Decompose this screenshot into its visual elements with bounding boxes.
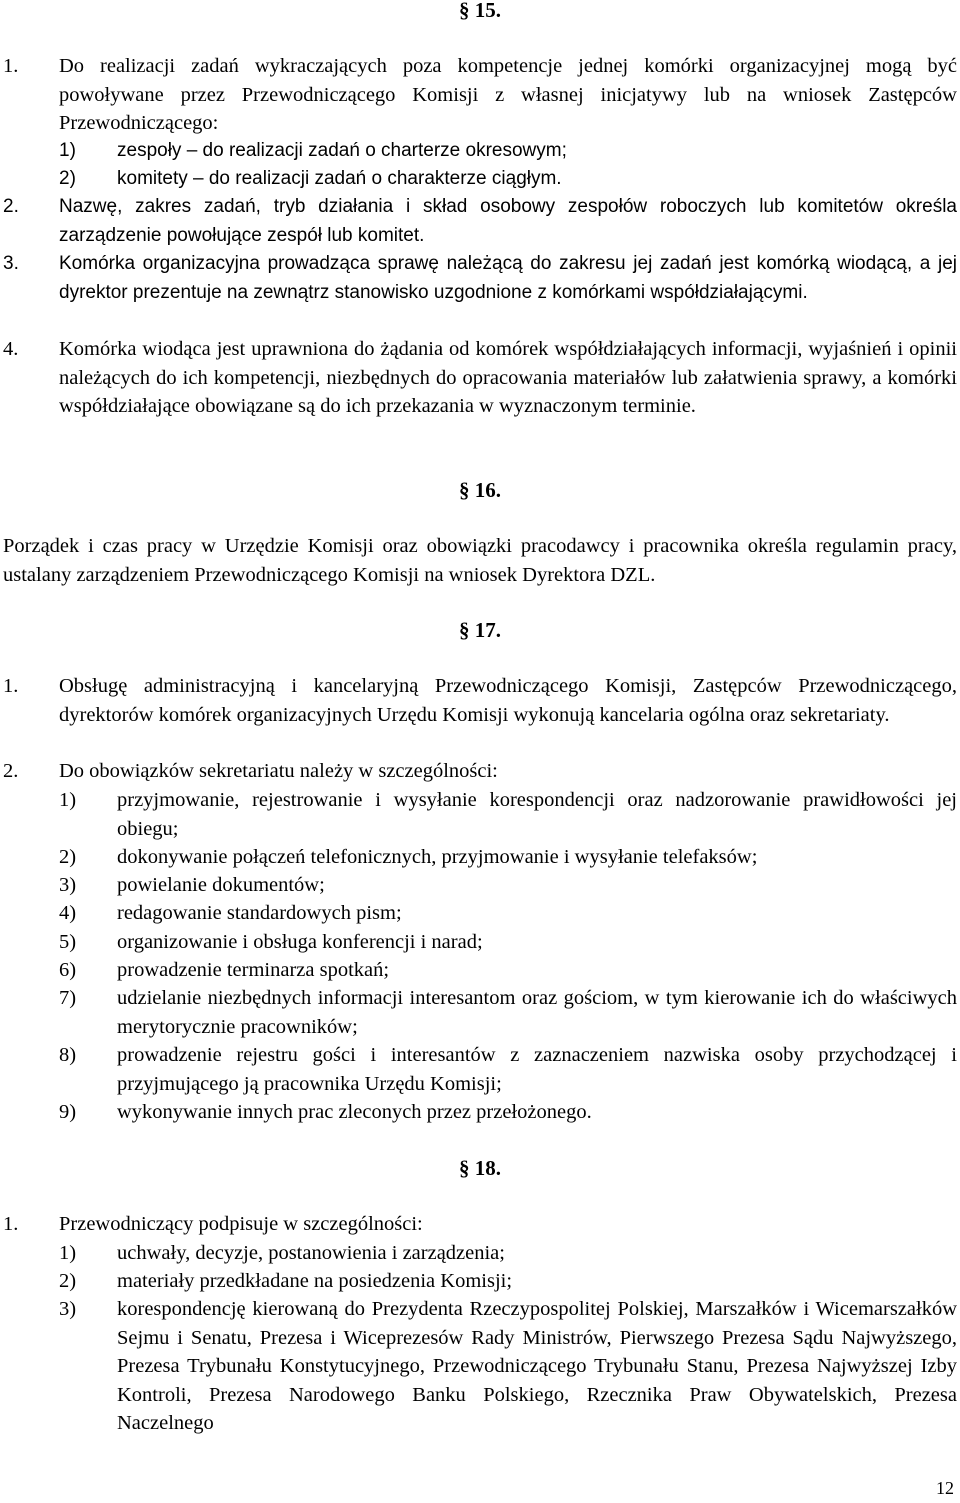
s17-item-1-number: 1. [3, 675, 19, 697]
section-17-title: § 17. [459, 618, 501, 642]
s15-sub-2-text: komitety – do realizacji zadań o charakterze ciągłym. [117, 168, 562, 189]
s16-text: Porządek i czas pracy w Urzędzie Komisji oraz obowiązki pracodawcy i pracownika określa regulamin pracy, ustalany zarządzeniem Przewodniczącego Komisji na wniosek Dyrektora DZL. [3, 535, 957, 586]
s17-sub-1-number: 1) [59, 789, 77, 811]
s18-sub-3-text: korespondencję kierowaną do Prezydenta Rzeczypospolitej Polskiej, Marszałków i Wicemarszałków Sejmu i Senatu, Prezesa i Wiceprezesów Rady Ministrów, Pierwszego Prezesa Sądu Najwyższego, Prezesa Trybunału Konstytucyjnego, Przewodniczącego Trybunału Stanu, Prezesa Najwyższej Izby Kontroli, Prezesa Narodowego Banku Polskiego, Rzecznika Praw Obywatelskich, Prezesa Naczelnego [117, 1298, 957, 1434]
s17-sub-6-number: 6) [59, 959, 77, 981]
s17-sub-2-number: 2) [59, 846, 77, 868]
section-15-title: § 15. [459, 0, 501, 22]
s15-sub-1-text: zespoły – do realizacji zadań o charterze okresowym; [117, 140, 567, 161]
s15-item-4-text: Komórka wiodąca jest uprawniona do żądania od komórek współdziałających informacji, wyjaśnień i opinii należących do ich kompetencji, niezbędnych do opracowania materiałów lub załatwienia sprawy, a komórki współdziałające obowiązane są do ich przekazania w wyznaczonym terminie. [59, 338, 957, 417]
s15-item-3-number: 3. [3, 253, 19, 274]
s17-sub-9-text: wykonywanie innych prac zleconych przez przełożonego. [117, 1101, 592, 1123]
s15-item-1-number: 1. [3, 55, 19, 77]
s17-item-2-number: 2. [3, 760, 19, 782]
s18-sub-2-text: materiały przedkładane na posiedzenia Komisji; [117, 1270, 513, 1292]
s17-sub-3-number: 3) [59, 874, 77, 896]
s15-item-2-number: 2. [3, 196, 19, 217]
page-number: 12 [936, 1478, 954, 1498]
s18-item-1-number: 1. [3, 1213, 19, 1235]
s17-sub-8-text: prowadzenie rejestru gości i interesantów z zaznaczeniem nazwiska osoby przychodzącej i przyjmującego ją pracownika Urzędu Komisji; [117, 1044, 957, 1095]
s15-sub-2-number: 2) [59, 168, 76, 189]
s17-sub-2-text: dokonywanie połączeń telefonicznych, przyjmowanie i wysyłanie telefaksów; [117, 846, 758, 868]
s17-sub-9-number: 9) [59, 1101, 77, 1123]
s15-sub-1-number: 1) [59, 140, 76, 161]
s18-sub-1-number: 1) [59, 1242, 77, 1264]
s17-sub-6-text: prowadzenie terminarza spotkań; [117, 959, 390, 981]
s15-item-3-text: Komórka organizacyjna prowadząca sprawę należącą do zakresu jej zadań jest komórką wiodącą, a jej dyrektor prezentuje na zewnątrz stanowisko uzgodnione z komórkami współdziałającymi. [59, 253, 957, 303]
s18-item-1-text: Przewodniczący podpisuje w szczególności: [59, 1213, 423, 1235]
s15-item-1-text: Do realizacji zadań wykraczających poza kompetencje jednej komórki organizacyjnej mogą być powoływane przez Przewodniczącego Komisji z własnej inicjatywy lub na wniosek Zastępców Przewodniczącego: [59, 55, 957, 134]
s17-item-2-text: Do obowiązków sekretariatu należy w szczególności: [59, 760, 498, 782]
s17-sub-5-text: organizowanie i obsługa konferencji i narad; [117, 931, 483, 953]
s17-sub-4-number: 4) [59, 902, 77, 924]
s15-item-4-number: 4. [3, 338, 19, 360]
s17-sub-7-number: 7) [59, 987, 77, 1009]
s18-sub-3-number: 3) [59, 1298, 77, 1320]
s18-sub-1-text: uchwały, decyzje, postanowienia i zarządzenia; [117, 1242, 505, 1264]
section-16-title: § 16. [459, 478, 501, 502]
s17-sub-3-text: powielanie dokumentów; [117, 874, 325, 896]
s17-item-1-text: Obsługę administracyjną i kancelaryjną Przewodniczącego Komisji, Zastępców Przewodniczącego, dyrektorów komórek organizacyjnych Urzędu Komisji wykonują kancelaria ogólna oraz sekretariaty. [59, 675, 957, 726]
s17-sub-5-number: 5) [59, 931, 77, 953]
s15-item-2-text: Nazwę, zakres zadań, tryb działania i skład osobowy zespołów roboczych lub komitetów określa zarządzenie powołujące zespół lub komitet. [59, 196, 957, 246]
s17-sub-1-text: przyjmowanie, rejestrowanie i wysyłanie korespondencji oraz nadzorowanie prawidłowości jej obiegu; [117, 789, 957, 840]
s17-sub-4-text: redagowanie standardowych pism; [117, 902, 402, 924]
s17-sub-8-number: 8) [59, 1044, 77, 1066]
s18-sub-2-number: 2) [59, 1270, 77, 1292]
section-18-title: § 18. [459, 1156, 501, 1180]
s17-sub-7-text: udzielanie niezbędnych informacji interesantom oraz gościom, w tym kierowanie ich do właściwych merytorycznie pracowników; [117, 987, 957, 1038]
